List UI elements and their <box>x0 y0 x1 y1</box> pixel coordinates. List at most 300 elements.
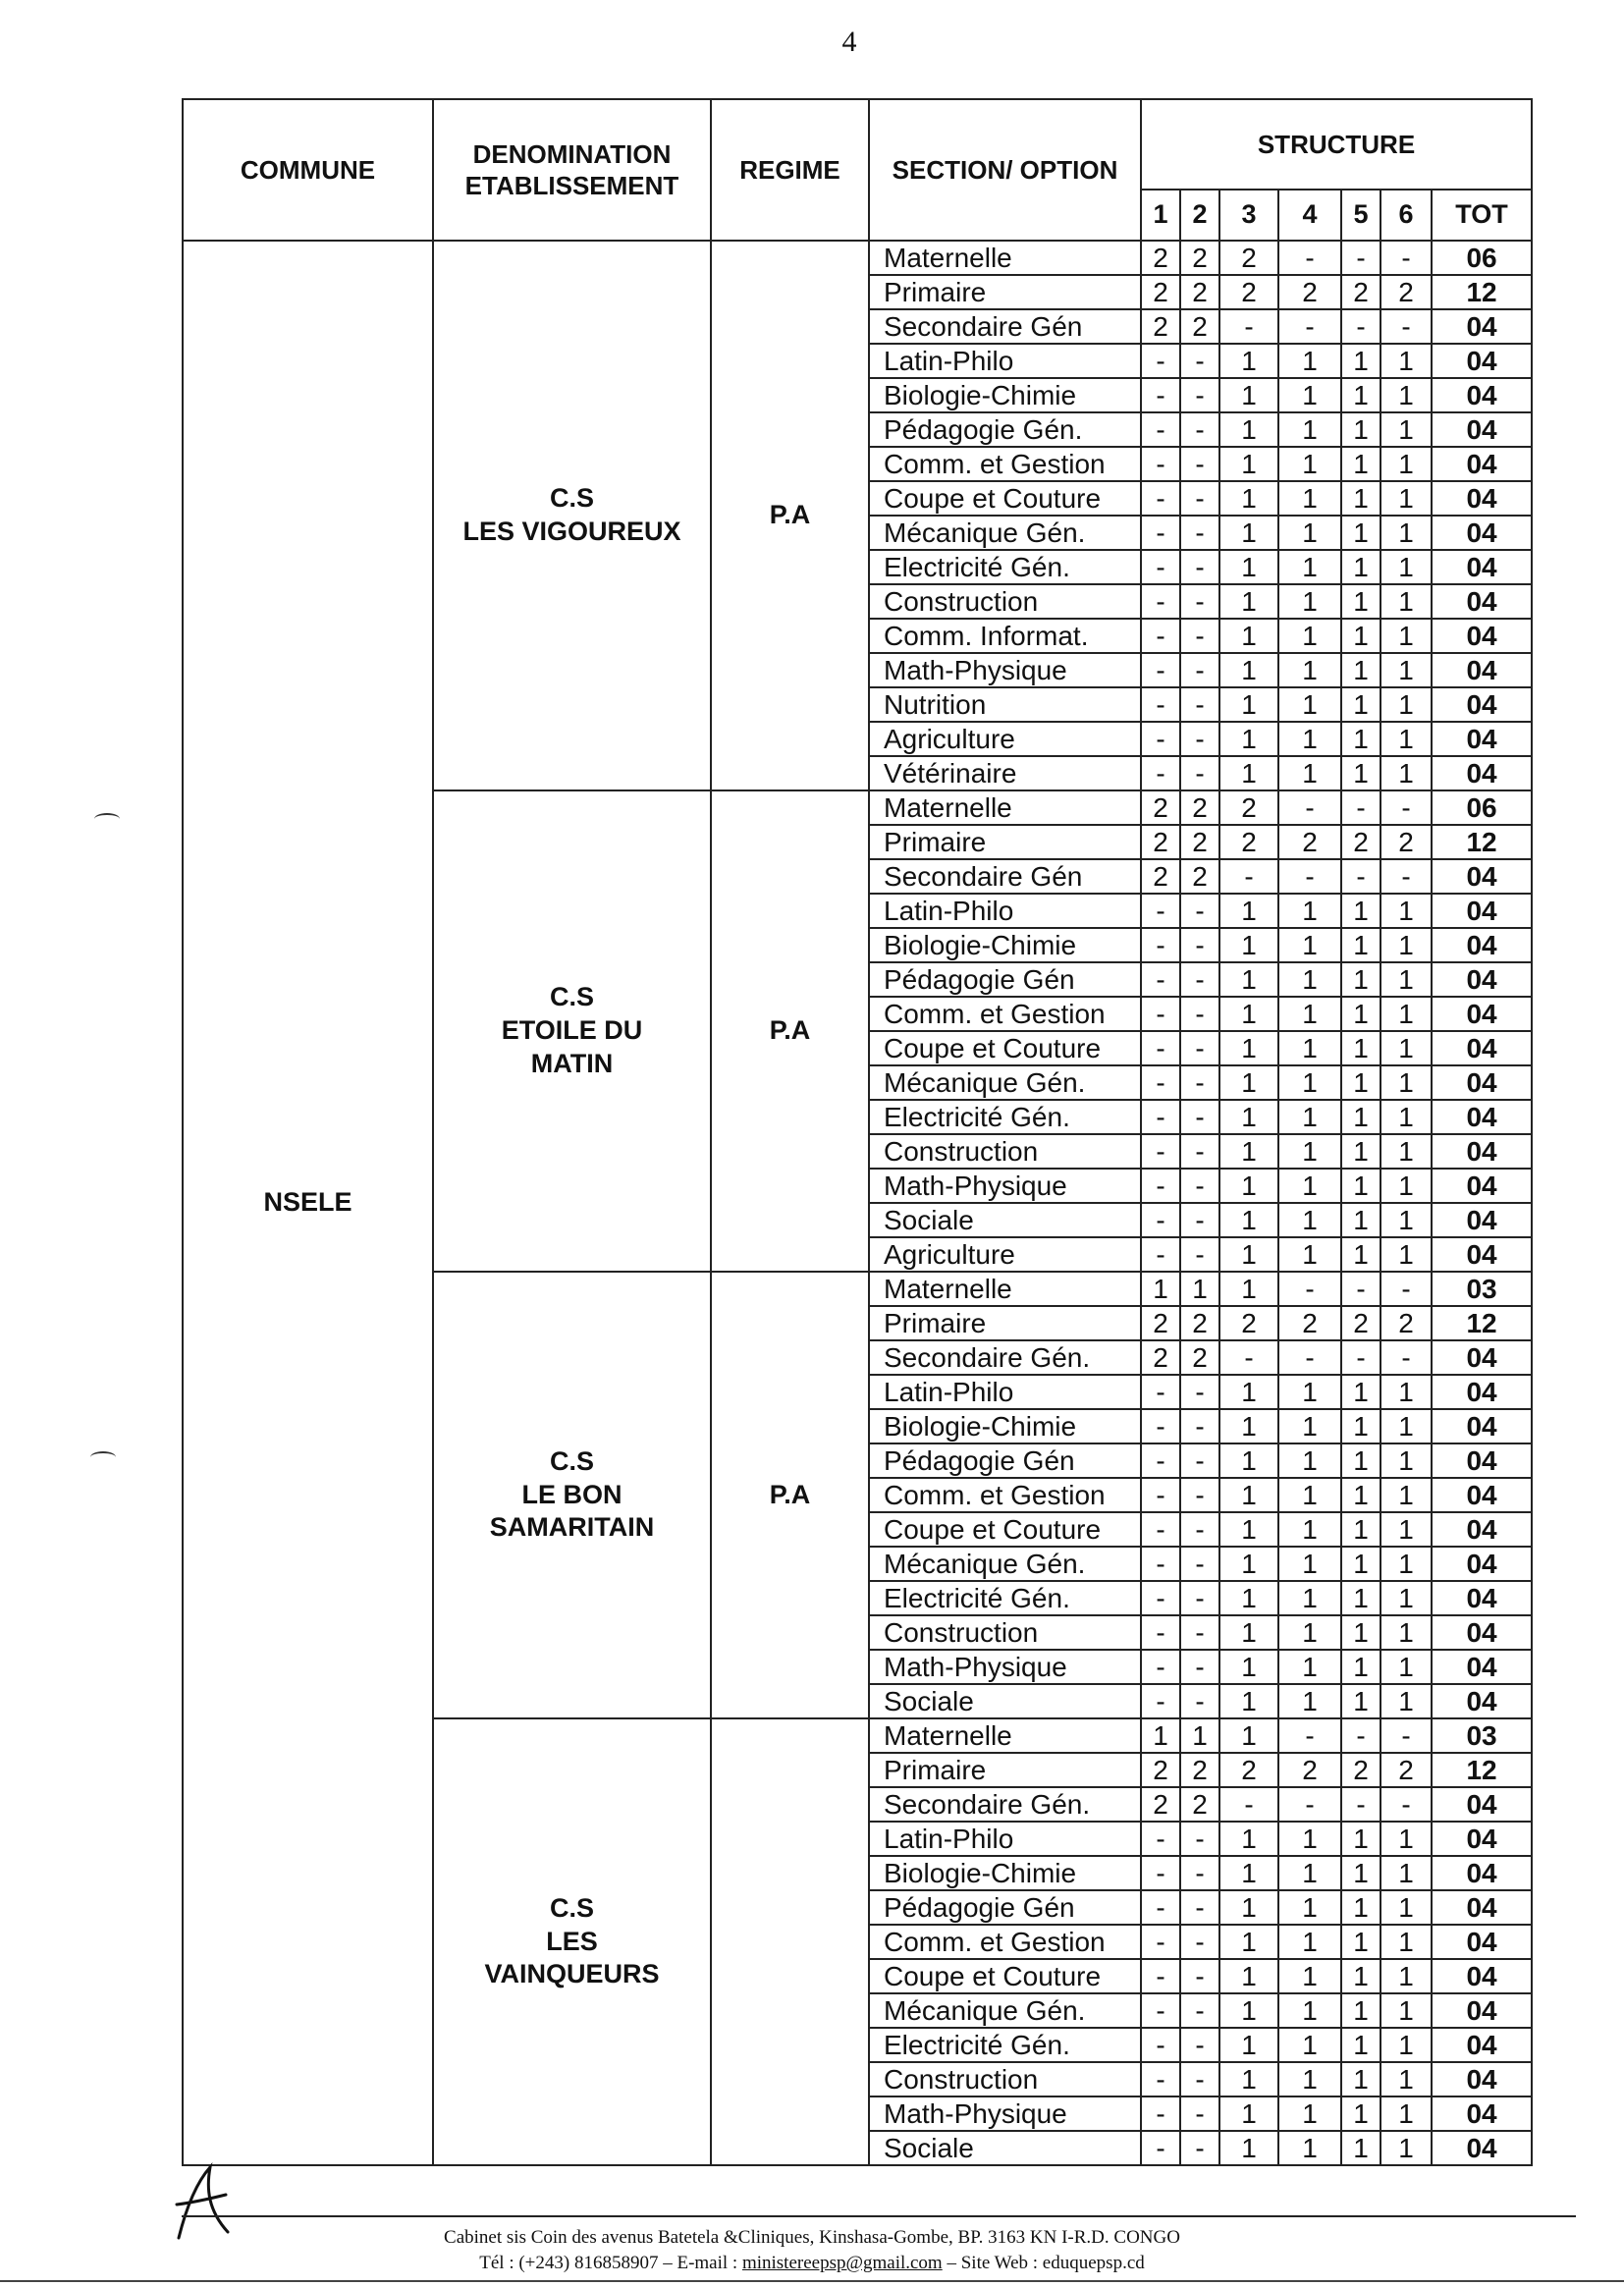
structure-cell-5: 1 <box>1341 1684 1380 1718</box>
structure-cell-3: 1 <box>1219 2062 1278 2096</box>
structure-cell-6: 1 <box>1380 928 1432 962</box>
total-cell: 04 <box>1432 1237 1532 1272</box>
structure-cell-4: 1 <box>1278 1993 1341 2028</box>
section-option-cell: Pédagogie Gén <box>869 962 1141 997</box>
structure-cell-2: 2 <box>1180 790 1219 825</box>
school-name-line: VAINQUEURS <box>484 1959 660 1989</box>
section-option-cell: Math-Physique <box>869 1650 1141 1684</box>
section-option-cell: Mécanique Gén. <box>869 1547 1141 1581</box>
structure-cell-3: 2 <box>1219 241 1278 275</box>
structure-cell-6: 1 <box>1380 1100 1432 1134</box>
structure-cell-4: 1 <box>1278 1065 1341 1100</box>
structure-cell-2: - <box>1180 962 1219 997</box>
section-option-cell: Agriculture <box>869 722 1141 756</box>
total-cell: 04 <box>1432 756 1532 790</box>
section-option-cell: Secondaire Gén. <box>869 1340 1141 1375</box>
structure-cell-3: 1 <box>1219 1822 1278 1856</box>
total-cell: 04 <box>1432 997 1532 1031</box>
structure-cell-6: 1 <box>1380 1650 1432 1684</box>
structure-cell-3: 1 <box>1219 550 1278 584</box>
structure-cell-6: 1 <box>1380 1959 1432 1993</box>
structure-cell-4: 2 <box>1278 825 1341 859</box>
structure-cell-6: 1 <box>1380 687 1432 722</box>
structure-cell-6: 1 <box>1380 1237 1432 1272</box>
total-cell: 04 <box>1432 1134 1532 1169</box>
structure-cell-2: - <box>1180 2028 1219 2062</box>
header-section-option: SECTION/ OPTION <box>869 99 1141 241</box>
structure-cell-3: 1 <box>1219 344 1278 378</box>
structure-cell-6: 1 <box>1380 1822 1432 1856</box>
structure-cell-5: 1 <box>1341 1993 1380 2028</box>
structure-cell-3: 1 <box>1219 481 1278 516</box>
structure-cell-3: 1 <box>1219 1856 1278 1890</box>
structure-cell-2: - <box>1180 584 1219 619</box>
school-name-line: LES <box>546 1926 598 1956</box>
structure-cell-3: 1 <box>1219 2096 1278 2131</box>
structure-cell-4: 1 <box>1278 1959 1341 1993</box>
structure-cell-4: 1 <box>1278 378 1341 412</box>
structure-cell-4: - <box>1278 1340 1341 1375</box>
section-option-cell: Maternelle <box>869 790 1141 825</box>
total-cell: 04 <box>1432 2131 1532 2165</box>
structure-cell-4: 1 <box>1278 1650 1341 1684</box>
structure-cell-1: - <box>1141 1169 1180 1203</box>
structure-cell-5: 1 <box>1341 412 1380 447</box>
total-cell: 06 <box>1432 241 1532 275</box>
structure-cell-1: - <box>1141 1443 1180 1478</box>
structure-cell-2: - <box>1180 1169 1219 1203</box>
structure-cell-2: 1 <box>1180 1718 1219 1753</box>
structure-cell-5: 2 <box>1341 275 1380 309</box>
structure-cell-5: 1 <box>1341 1478 1380 1512</box>
structure-cell-2: 2 <box>1180 1753 1219 1787</box>
structure-cell-2: - <box>1180 481 1219 516</box>
structure-cell-4: 1 <box>1278 687 1341 722</box>
structure-cell-1: 2 <box>1141 790 1180 825</box>
structure-cell-2: 2 <box>1180 825 1219 859</box>
page-number: 4 <box>841 26 857 58</box>
structure-cell-1: - <box>1141 1856 1180 1890</box>
structure-cell-3: 1 <box>1219 2028 1278 2062</box>
total-cell: 04 <box>1432 1478 1532 1512</box>
structure-cell-2: 2 <box>1180 1306 1219 1340</box>
structure-cell-6: 1 <box>1380 447 1432 481</box>
structure-cell-3: 1 <box>1219 928 1278 962</box>
structure-cell-1: 2 <box>1141 241 1180 275</box>
structure-cell-2: 2 <box>1180 1787 1219 1822</box>
structure-cell-3: 1 <box>1219 1547 1278 1581</box>
structure-cell-3: 1 <box>1219 1237 1278 1272</box>
structure-cell-4: 1 <box>1278 928 1341 962</box>
structure-cell-6: 1 <box>1380 1856 1432 1890</box>
structure-cell-5: 1 <box>1341 1822 1380 1856</box>
structure-cell-6: 1 <box>1380 2131 1432 2165</box>
total-cell: 06 <box>1432 790 1532 825</box>
structure-cell-5: - <box>1341 1718 1380 1753</box>
structure-cell-1: - <box>1141 1650 1180 1684</box>
structure-cell-5: 1 <box>1341 584 1380 619</box>
regime-cell <box>711 1718 869 2165</box>
section-option-cell: Biologie-Chimie <box>869 928 1141 962</box>
structure-cell-4: 1 <box>1278 722 1341 756</box>
structure-cell-1: 1 <box>1141 1718 1180 1753</box>
footer-contact <box>0 2253 1624 2274</box>
total-cell: 04 <box>1432 1822 1532 1856</box>
structure-cell-3: 1 <box>1219 1925 1278 1959</box>
structure-cell-1: - <box>1141 1100 1180 1134</box>
structure-cell-6: 1 <box>1380 1478 1432 1512</box>
total-cell: 04 <box>1432 619 1532 653</box>
section-option-cell: Construction <box>869 1134 1141 1169</box>
structure-cell-6: 1 <box>1380 962 1432 997</box>
section-option-cell: Sociale <box>869 1203 1141 1237</box>
structure-cell-2: - <box>1180 1581 1219 1615</box>
structure-cell-3: 1 <box>1219 962 1278 997</box>
structure-cell-1: - <box>1141 997 1180 1031</box>
section-option-cell: Pédagogie Gén. <box>869 412 1141 447</box>
section-option-cell: Construction <box>869 2062 1141 2096</box>
structure-cell-4: 1 <box>1278 1478 1341 1512</box>
structure-cell-5: 1 <box>1341 2062 1380 2096</box>
section-option-cell: Coupe et Couture <box>869 1959 1141 1993</box>
structure-cell-2: - <box>1180 1443 1219 1478</box>
structure-cell-6: 2 <box>1380 825 1432 859</box>
structure-cell-2: - <box>1180 1478 1219 1512</box>
structure-cell-1: - <box>1141 687 1180 722</box>
structure-cell-2: - <box>1180 928 1219 962</box>
structure-cell-3: 1 <box>1219 1993 1278 2028</box>
structure-cell-6: - <box>1380 1787 1432 1822</box>
school-name-line: ETOILE DU <box>501 1015 643 1046</box>
school-name-line: C.S <box>549 982 594 1012</box>
total-cell: 04 <box>1432 1615 1532 1650</box>
section-option-cell: Pédagogie Gén <box>869 1443 1141 1478</box>
structure-cell-3: 2 <box>1219 1753 1278 1787</box>
total-cell: 04 <box>1432 1684 1532 1718</box>
structure-cell-3: 1 <box>1219 1650 1278 1684</box>
total-cell: 04 <box>1432 1065 1532 1100</box>
structure-cell-2: - <box>1180 1650 1219 1684</box>
structure-cell-5: 1 <box>1341 550 1380 584</box>
structure-cell-5: 1 <box>1341 756 1380 790</box>
structure-cell-2: 2 <box>1180 275 1219 309</box>
structure-cell-3: 1 <box>1219 687 1278 722</box>
header-structure: STRUCTURE <box>1141 99 1532 190</box>
structure-cell-5: - <box>1341 1787 1380 1822</box>
structure-cell-3: 1 <box>1219 653 1278 687</box>
structure-cell-1: - <box>1141 1375 1180 1409</box>
section-option-cell: Maternelle <box>869 241 1141 275</box>
section-option-cell: Latin-Philo <box>869 1375 1141 1409</box>
structure-cell-6: - <box>1380 309 1432 344</box>
structure-cell-1: - <box>1141 1065 1180 1100</box>
structure-cell-6: 1 <box>1380 1684 1432 1718</box>
structure-cell-2: - <box>1180 894 1219 928</box>
section-option-cell: Latin-Philo <box>869 1822 1141 1856</box>
total-cell: 04 <box>1432 1512 1532 1547</box>
structure-cell-4: 1 <box>1278 1856 1341 1890</box>
regime-cell: P.A <box>711 790 869 1272</box>
structure-cell-5: 1 <box>1341 722 1380 756</box>
total-cell: 04 <box>1432 481 1532 516</box>
structure-cell-4: 1 <box>1278 1547 1341 1581</box>
structure-cell-6: 1 <box>1380 2096 1432 2131</box>
structure-cell-4: 1 <box>1278 344 1341 378</box>
structure-cell-2: - <box>1180 1203 1219 1237</box>
section-option-cell: Mécanique Gén. <box>869 1065 1141 1100</box>
footer-email-link[interactable]: ministereepsp@gmail.com <box>741 2253 943 2273</box>
structure-cell-1: - <box>1141 412 1180 447</box>
total-cell: 04 <box>1432 1340 1532 1375</box>
section-option-cell: Agriculture <box>869 1237 1141 1272</box>
structure-cell-2: - <box>1180 378 1219 412</box>
structure-cell-4: 1 <box>1278 1375 1341 1409</box>
structure-cell-6: 1 <box>1380 412 1432 447</box>
structure-cell-4: 1 <box>1278 1615 1341 1650</box>
section-option-cell: Biologie-Chimie <box>869 1856 1141 1890</box>
structure-cell-5: 1 <box>1341 1031 1380 1065</box>
structure-cell-2: - <box>1180 1890 1219 1925</box>
structure-cell-4: 1 <box>1278 653 1341 687</box>
total-cell: 04 <box>1432 584 1532 619</box>
structure-cell-5: 1 <box>1341 447 1380 481</box>
commune-cell: NSELE <box>183 241 433 2165</box>
structure-cell-3: 1 <box>1219 619 1278 653</box>
structure-cell-2: - <box>1180 1409 1219 1443</box>
structure-cell-4: 1 <box>1278 962 1341 997</box>
structure-cell-3: - <box>1219 1787 1278 1822</box>
structure-cell-4: 1 <box>1278 894 1341 928</box>
section-option-cell: Math-Physique <box>869 2096 1141 2131</box>
structure-cell-6: 1 <box>1380 997 1432 1031</box>
header-structure-col-4: 4 <box>1278 190 1341 241</box>
school-name-cell <box>433 241 711 790</box>
structure-cell-3: 1 <box>1219 1134 1278 1169</box>
structure-cell-3: 1 <box>1219 412 1278 447</box>
structure-cell-3: - <box>1219 1340 1278 1375</box>
structure-cell-1: - <box>1141 344 1180 378</box>
total-cell: 04 <box>1432 653 1532 687</box>
structure-cell-6: 1 <box>1380 1547 1432 1581</box>
section-option-cell: Comm. et Gestion <box>869 1925 1141 1959</box>
structure-cell-4: 1 <box>1278 1237 1341 1272</box>
total-cell: 04 <box>1432 687 1532 722</box>
structure-cell-4: 2 <box>1278 1753 1341 1787</box>
structure-cell-6: 1 <box>1380 550 1432 584</box>
structure-cell-6: - <box>1380 859 1432 894</box>
structure-cell-2: - <box>1180 2131 1219 2165</box>
structure-cell-6: 1 <box>1380 516 1432 550</box>
structure-cell-1: - <box>1141 2096 1180 2131</box>
structure-cell-3: 1 <box>1219 1203 1278 1237</box>
structure-cell-2: - <box>1180 2096 1219 2131</box>
structure-cell-6: 1 <box>1380 1512 1432 1547</box>
total-cell: 04 <box>1432 859 1532 894</box>
structure-cell-6: - <box>1380 241 1432 275</box>
section-option-cell: Secondaire Gén <box>869 309 1141 344</box>
school-name-line: LE BON <box>521 1479 623 1509</box>
structure-cell-3: 1 <box>1219 1684 1278 1718</box>
structure-cell-1: 2 <box>1141 1340 1180 1375</box>
total-cell: 04 <box>1432 447 1532 481</box>
structure-cell-3: 1 <box>1219 1100 1278 1134</box>
structure-cell-6: - <box>1380 1272 1432 1306</box>
structure-cell-5: - <box>1341 241 1380 275</box>
structure-cell-3: 1 <box>1219 1512 1278 1547</box>
header-regime: REGIME <box>711 99 869 241</box>
structure-cell-6: - <box>1380 790 1432 825</box>
structure-cell-2: - <box>1180 1134 1219 1169</box>
structure-cell-6: 1 <box>1380 1443 1432 1478</box>
structure-cell-1: 2 <box>1141 275 1180 309</box>
structure-cell-4: - <box>1278 241 1341 275</box>
structure-cell-4: 1 <box>1278 1925 1341 1959</box>
section-option-cell: Electricité Gén. <box>869 2028 1141 2062</box>
structure-cell-2: - <box>1180 653 1219 687</box>
structure-cell-1: - <box>1141 1031 1180 1065</box>
total-cell: 04 <box>1432 344 1532 378</box>
structure-cell-5: 1 <box>1341 1100 1380 1134</box>
structure-cell-5: 1 <box>1341 1547 1380 1581</box>
structure-cell-5: 1 <box>1341 1237 1380 1272</box>
structure-cell-4: 1 <box>1278 1684 1341 1718</box>
total-cell: 04 <box>1432 1169 1532 1203</box>
structure-cell-1: - <box>1141 378 1180 412</box>
structure-cell-2: - <box>1180 1375 1219 1409</box>
structure-cell-3: 1 <box>1219 447 1278 481</box>
structure-cell-5: 1 <box>1341 928 1380 962</box>
total-cell: 04 <box>1432 1581 1532 1615</box>
structure-cell-5: 2 <box>1341 825 1380 859</box>
total-cell: 04 <box>1432 1650 1532 1684</box>
total-cell: 04 <box>1432 378 1532 412</box>
structure-cell-1: - <box>1141 1615 1180 1650</box>
table-row <box>183 241 1532 275</box>
structure-cell-5: 1 <box>1341 1134 1380 1169</box>
section-option-cell: Electricité Gén. <box>869 1100 1141 1134</box>
structure-cell-2: - <box>1180 687 1219 722</box>
total-cell: 04 <box>1432 928 1532 962</box>
structure-cell-2: 2 <box>1180 241 1219 275</box>
structure-cell-3: 2 <box>1219 275 1278 309</box>
structure-cell-4: 1 <box>1278 1100 1341 1134</box>
structure-cell-5: 1 <box>1341 1615 1380 1650</box>
structure-cell-2: 2 <box>1180 1340 1219 1375</box>
structure-cell-1: - <box>1141 447 1180 481</box>
school-name-line: SAMARITAIN <box>489 1512 655 1543</box>
structure-cell-2: - <box>1180 1615 1219 1650</box>
structure-cell-6: 2 <box>1380 275 1432 309</box>
structure-cell-4: 1 <box>1278 481 1341 516</box>
total-cell: 04 <box>1432 1787 1532 1822</box>
total-cell: 03 <box>1432 1272 1532 1306</box>
section-option-cell: Coupe et Couture <box>869 1031 1141 1065</box>
structure-cell-1: 2 <box>1141 1753 1180 1787</box>
structure-cell-1: - <box>1141 1890 1180 1925</box>
structure-cell-4: 1 <box>1278 1822 1341 1856</box>
structure-cell-3: 1 <box>1219 1031 1278 1065</box>
structure-cell-2: - <box>1180 722 1219 756</box>
structure-cell-4: 1 <box>1278 1581 1341 1615</box>
structure-cell-3: 1 <box>1219 584 1278 619</box>
structure-cell-5: 1 <box>1341 997 1380 1031</box>
section-option-cell: Biologie-Chimie <box>869 1409 1141 1443</box>
section-option-cell: Primaire <box>869 275 1141 309</box>
total-cell: 04 <box>1432 1925 1532 1959</box>
structure-cell-1: - <box>1141 584 1180 619</box>
structure-cell-1: - <box>1141 481 1180 516</box>
total-cell: 04 <box>1432 1100 1532 1134</box>
school-name-cell <box>433 1272 711 1718</box>
regime-cell: P.A <box>711 1272 869 1718</box>
structure-cell-1: - <box>1141 962 1180 997</box>
structure-cell-4: - <box>1278 859 1341 894</box>
structure-cell-1: - <box>1141 550 1180 584</box>
structure-cell-2: - <box>1180 550 1219 584</box>
structure-cell-5: 1 <box>1341 653 1380 687</box>
structure-cell-4: - <box>1278 309 1341 344</box>
structure-cell-5: 1 <box>1341 1409 1380 1443</box>
structure-cell-5: 1 <box>1341 1959 1380 1993</box>
structure-cell-1: 2 <box>1141 859 1180 894</box>
structure-cell-1: - <box>1141 1409 1180 1443</box>
structure-cell-5: 1 <box>1341 2131 1380 2165</box>
total-cell: 04 <box>1432 1375 1532 1409</box>
section-option-cell: Latin-Philo <box>869 344 1141 378</box>
structure-cell-5: - <box>1341 790 1380 825</box>
structure-cell-3: 2 <box>1219 1306 1278 1340</box>
structure-cell-3: 1 <box>1219 1375 1278 1409</box>
structure-cell-1: - <box>1141 722 1180 756</box>
structure-cell-2: - <box>1180 1822 1219 1856</box>
structure-cell-6: 1 <box>1380 1993 1432 2028</box>
structure-cell-6: 1 <box>1380 584 1432 619</box>
structure-cell-5: 1 <box>1341 1890 1380 1925</box>
structure-cell-5: - <box>1341 1272 1380 1306</box>
structure-cell-2: - <box>1180 1237 1219 1272</box>
section-option-cell: Secondaire Gén. <box>869 1787 1141 1822</box>
header-commune: COMMUNE <box>183 99 433 241</box>
section-option-cell: Sociale <box>869 2131 1141 2165</box>
structure-cell-6: - <box>1380 1340 1432 1375</box>
footer-divider <box>182 2215 1576 2217</box>
structure-cell-3: 2 <box>1219 790 1278 825</box>
structure-cell-6: 1 <box>1380 1890 1432 1925</box>
structure-cell-6: 1 <box>1380 722 1432 756</box>
footer-phone: Tél : (+243) 816858907 – E-mail : <box>479 2253 742 2273</box>
school-name-line: C.S <box>549 1445 594 1476</box>
total-cell: 04 <box>1432 516 1532 550</box>
structure-cell-4: 1 <box>1278 2131 1341 2165</box>
structure-cell-2: - <box>1180 756 1219 790</box>
structure-cell-3: 1 <box>1219 1443 1278 1478</box>
structure-cell-5: 1 <box>1341 1169 1380 1203</box>
total-cell: 04 <box>1432 550 1532 584</box>
total-cell: 04 <box>1432 309 1532 344</box>
structure-cell-5: 1 <box>1341 962 1380 997</box>
total-cell: 04 <box>1432 1959 1532 1993</box>
structure-cell-4: 1 <box>1278 447 1341 481</box>
total-cell: 04 <box>1432 1547 1532 1581</box>
structure-cell-5: 1 <box>1341 1650 1380 1684</box>
structure-cell-1: - <box>1141 653 1180 687</box>
structure-cell-6: 1 <box>1380 1615 1432 1650</box>
structure-cell-2: - <box>1180 1959 1219 1993</box>
total-cell: 04 <box>1432 1203 1532 1237</box>
header-structure-col-5: 5 <box>1341 190 1380 241</box>
structure-cell-2: - <box>1180 447 1219 481</box>
structure-cell-2: - <box>1180 619 1219 653</box>
